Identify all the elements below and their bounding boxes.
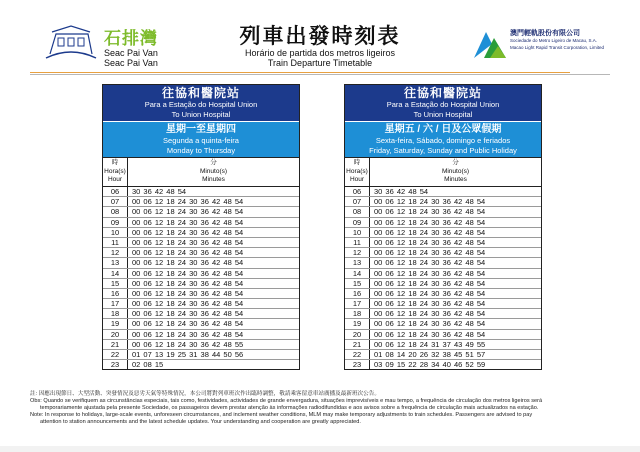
table-row <box>103 218 299 228</box>
header <box>0 18 640 72</box>
hour-header-en: Hour <box>349 176 365 183</box>
minutes-cell: 01 07 13 19 25 31 38 44 50 56 <box>132 350 244 359</box>
hour-cell: 22 <box>345 350 370 359</box>
minutes-cell: 00 06 12 18 24 30 36 42 48 54 <box>374 278 486 288</box>
hour-cell: 17 <box>345 299 370 308</box>
note-en-line-2: attention to station announcements and the latest schedule updates. Your understanding and cooperation are greatly appreciated. <box>40 419 361 425</box>
minutes-cell: 00 06 12 18 24 30 36 42 48 54 <box>374 329 486 339</box>
table-row <box>345 330 541 340</box>
hour-cell: 19 <box>345 319 370 328</box>
table-row <box>103 289 299 299</box>
minutes-cell: 00 06 12 18 24 30 36 42 48 54 <box>132 299 244 309</box>
station-name-pt: Seac Pai Van <box>104 48 158 58</box>
table-row <box>103 279 299 289</box>
table-row <box>345 289 541 299</box>
table-row <box>345 319 541 329</box>
days-pt: Segunda a quinta-feira <box>163 136 239 145</box>
hour-cell: 19 <box>103 319 128 328</box>
days-pt: Sexta-feira, Sábado, domingo e feriados <box>375 136 511 145</box>
hour-cell: 20 <box>345 330 370 339</box>
hour-cell: 13 <box>103 258 128 267</box>
minutes-cell: 00 06 12 18 24 30 36 42 48 54 <box>132 278 244 288</box>
hour-cell: 09 <box>103 218 128 227</box>
timetable-panel-weekend <box>344 84 542 370</box>
column-headers <box>103 157 299 187</box>
table-row <box>345 238 541 248</box>
minutes-cell: 30 36 42 48 54 <box>132 187 187 196</box>
company-logo-icon <box>470 28 510 62</box>
hour-cell: 07 <box>345 197 370 206</box>
note-en-line-1: Note: In response to holidays, large-scale events, unforeseen circumstances, and inclement weather conditions, MLM may make temporary adjustments to train schedules. Passengers are advised to pay <box>30 412 533 418</box>
table-row <box>345 340 541 350</box>
minutes-cell: 00 06 12 18 24 30 36 42 48 54 <box>132 237 244 247</box>
station-name-en: Seac Pai Van <box>104 58 158 68</box>
day-header <box>345 121 541 157</box>
minutes-cell: 00 06 12 18 24 30 36 42 48 54 <box>374 207 486 217</box>
hour-header-zh: 時 <box>111 159 119 166</box>
minutes-cell: 00 06 12 18 24 30 36 42 48 54 <box>132 197 244 207</box>
table-row <box>345 207 541 217</box>
timetable-panel-weekday <box>102 84 300 370</box>
table-row <box>103 258 299 268</box>
company-name-pt: Sociedade do Metro Ligeiro de Macau, S.A. <box>510 38 598 43</box>
page-title-en: Train Departure Timetable <box>267 58 373 68</box>
note-pt-line-2: temporariamente ajustada pela presente Sociedade, os passageiros devem prestar atenção às informações radiodifundidas e aos avisos sobre a frequência de circulação mais actualizados na estação. <box>40 405 539 411</box>
table-row <box>103 187 299 197</box>
minutes-cell: 00 06 12 18 24 30 36 42 48 54 <box>132 319 244 329</box>
minutes-cell: 00 06 12 18 24 30 36 42 48 54 <box>132 288 244 298</box>
minutes-cell: 00 06 12 18 24 30 36 42 48 54 <box>374 268 486 278</box>
hour-cell: 14 <box>345 269 370 278</box>
station-name-zh: 石排灣 <box>104 29 158 48</box>
minutes-cell: 00 06 12 18 24 30 36 42 48 54 <box>374 299 486 309</box>
direction-pt: Para a Estação do Hospital Union <box>144 100 258 109</box>
hour-cell: 08 <box>103 207 128 216</box>
hour-cell: 14 <box>103 269 128 278</box>
table-row <box>103 197 299 207</box>
minutes-header-en: Minutes <box>444 176 467 183</box>
direction-header <box>103 85 299 121</box>
hour-cell: 12 <box>345 248 370 257</box>
minutes-cell: 00 06 12 18 24 30 36 42 48 54 <box>374 197 486 207</box>
note-pt-line-1: Obs: Quando se verifiquem as circunstâncias especiais, tais como, festividades, actividades de grande envergadura, situações imprevisíveis e mau tempo, a frequência de circulação dos metros ligeiros será <box>30 398 543 404</box>
direction-pt: Para a Estação do Hospital Union <box>386 100 500 109</box>
minutes-cell: 00 06 12 18 24 30 36 42 48 54 <box>132 227 244 237</box>
table-row <box>103 330 299 340</box>
direction-zh: 往協和醫院站 <box>403 86 482 100</box>
minutes-column-header <box>128 158 299 186</box>
table-row <box>345 218 541 228</box>
timetable-rows <box>345 187 541 369</box>
hour-cell: 18 <box>103 309 128 318</box>
notes <box>30 391 615 426</box>
bottom-bar <box>0 446 640 452</box>
minutes-cell: 00 06 12 18 24 30 36 42 48 54 <box>132 217 244 227</box>
hour-cell: 11 <box>103 238 128 247</box>
hour-cell: 08 <box>345 207 370 216</box>
company-name-en: Macao Light Rapid Transit Corporation, Limited <box>510 45 605 50</box>
minutes-header-zh: 分 <box>452 159 459 166</box>
hour-header-en: Hour <box>107 176 123 183</box>
hour-cell: 06 <box>345 187 370 196</box>
timetable-rows <box>103 187 299 369</box>
minutes-header-pt: Minuto(s) <box>199 167 228 175</box>
hour-header-zh: 時 <box>353 159 361 166</box>
page-title-zh: 列車出發時刻表 <box>239 25 401 48</box>
table-row <box>103 248 299 258</box>
table-row <box>103 340 299 350</box>
minutes-cell: 00 06 12 18 24 30 36 42 48 54 <box>132 207 244 217</box>
hour-cell: 10 <box>345 228 370 237</box>
table-row <box>345 279 541 289</box>
hour-cell: 06 <box>103 187 128 196</box>
minutes-cell: 00 06 12 18 24 30 36 42 48 54 <box>132 248 244 258</box>
minutes-header-zh: 分 <box>210 159 217 166</box>
hour-cell: 15 <box>103 279 128 288</box>
header-divider-orange <box>30 72 570 73</box>
table-row <box>345 197 541 207</box>
day-header <box>103 121 299 157</box>
company-name-zh: 澳門輕軌股份有限公司 <box>510 30 580 37</box>
minutes-cell: 00 06 12 18 24 30 36 42 48 55 <box>132 339 244 349</box>
direction-en: To Union Hospital <box>171 110 231 119</box>
minutes-cell: 00 06 12 18 24 30 36 42 48 54 <box>374 217 486 227</box>
hour-cell: 10 <box>103 228 128 237</box>
hour-header-pt: Hora(s) <box>104 167 126 175</box>
minutes-cell: 00 06 12 18 24 30 36 42 48 54 <box>374 288 486 298</box>
days-zh: 星期一至星期四 <box>166 124 236 135</box>
direction-header <box>345 85 541 121</box>
table-row <box>345 258 541 268</box>
minutes-cell: 30 36 42 48 54 <box>374 187 429 196</box>
table-row <box>103 350 299 360</box>
hour-cell: 23 <box>345 360 370 369</box>
direction-zh: 往協和醫院站 <box>161 86 240 100</box>
minutes-cell: 03 09 15 22 28 34 40 46 52 59 <box>374 360 486 370</box>
minutes-cell: 00 06 12 18 24 30 36 42 48 54 <box>374 319 486 329</box>
hour-cell: 16 <box>103 289 128 298</box>
note-zh: 註: 因應出現節日、大型活動、突發情況及惡劣天氣等特殊情況，本公司將對列車班次作出臨時調整，敬請乘客留意車站廣播及最新班次公告。 <box>30 391 380 397</box>
hour-cell: 12 <box>103 248 128 257</box>
minutes-header-en: Minutes <box>202 176 225 183</box>
hour-cell: 15 <box>345 279 370 288</box>
column-headers <box>345 157 541 187</box>
minutes-cell: 00 06 12 18 24 30 36 42 48 54 <box>374 309 486 319</box>
hour-cell: 11 <box>345 238 370 247</box>
hour-cell: 17 <box>103 299 128 308</box>
table-row <box>345 248 541 258</box>
hour-cell: 09 <box>345 218 370 227</box>
hour-cell: 21 <box>103 340 128 349</box>
hour-cell: 21 <box>345 340 370 349</box>
minutes-cell: 00 06 12 18 24 30 36 42 48 54 <box>132 258 244 268</box>
table-row <box>103 299 299 309</box>
minutes-cell: 00 06 12 18 24 30 36 42 48 54 <box>132 268 244 278</box>
table-row <box>103 269 299 279</box>
hour-cell: 13 <box>345 258 370 267</box>
direction-en: To Union Hospital <box>413 110 473 119</box>
hour-header-pt: Hora(s) <box>346 167 368 175</box>
minutes-header-pt: Minuto(s) <box>441 167 470 175</box>
table-row <box>345 187 541 197</box>
minutes-cell: 00 06 12 18 24 30 36 42 48 54 <box>374 248 486 258</box>
minutes-cell: 00 06 12 18 24 30 36 42 48 54 <box>374 237 486 247</box>
table-row <box>103 228 299 238</box>
hour-column-header <box>103 158 128 186</box>
minutes-cell: 00 06 12 18 24 31 37 43 49 55 <box>374 339 486 349</box>
table-row <box>345 228 541 238</box>
minutes-cell: 00 06 12 18 24 30 36 42 48 54 <box>132 329 244 339</box>
table-row <box>103 309 299 319</box>
hour-cell: 23 <box>103 360 128 369</box>
days-en: Monday to Thursday <box>166 146 236 155</box>
table-row <box>345 299 541 309</box>
table-row <box>345 360 541 369</box>
header-divider-gray <box>30 74 610 75</box>
minutes-cell: 02 08 15 <box>132 360 164 370</box>
minutes-cell: 00 06 12 18 24 30 36 42 48 54 <box>374 258 486 268</box>
table-row <box>345 350 541 360</box>
hour-cell: 07 <box>103 197 128 206</box>
table-row <box>345 309 541 319</box>
table-row <box>103 360 299 369</box>
page-title-pt: Horário de partida dos metros ligeiros <box>244 48 396 58</box>
table-row <box>103 207 299 217</box>
hour-cell: 18 <box>345 309 370 318</box>
minutes-cell: 00 06 12 18 24 30 36 42 48 54 <box>374 227 486 237</box>
minutes-cell: 00 06 12 18 24 30 36 42 48 54 <box>132 309 244 319</box>
hour-cell: 16 <box>345 289 370 298</box>
table-row <box>103 319 299 329</box>
days-zh: 星期五 / 六 / 日及公眾假期 <box>384 124 502 135</box>
minutes-cell: 01 08 14 20 26 32 38 45 51 57 <box>374 350 486 359</box>
hour-cell: 22 <box>103 350 128 359</box>
minutes-column-header <box>370 158 541 186</box>
days-en: Friday, Saturday, Sunday and Public Holiday <box>369 146 517 155</box>
hour-cell: 20 <box>103 330 128 339</box>
table-row <box>103 238 299 248</box>
table-row <box>345 269 541 279</box>
hour-column-header <box>345 158 370 186</box>
